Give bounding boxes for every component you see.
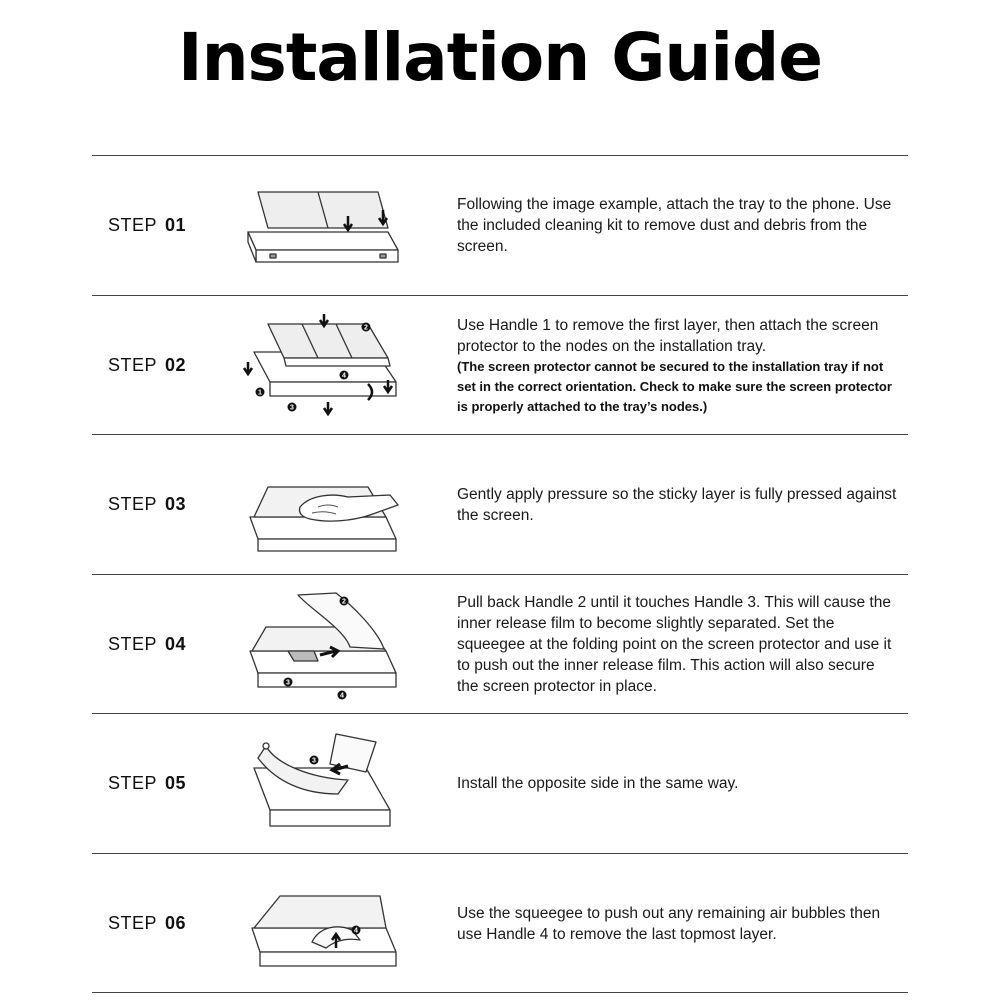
step-word: STEP [108,494,158,514]
step-03-illustration [240,449,410,561]
step-word: STEP [108,215,158,235]
marker-label: 3 [286,679,290,687]
step-text [457,156,897,295]
step-word: STEP [108,355,158,375]
step-04 [92,575,908,714]
step-description: Install the opposite side in the same way. [457,775,739,792]
step-text [457,854,897,993]
step-number: 03 [165,494,187,514]
step-01-illustration [240,170,410,282]
step-word: STEP [108,634,158,654]
step-06 [92,854,908,993]
step-text [457,296,897,435]
step-label [108,854,186,993]
step-03 [92,435,908,574]
step-word: STEP [108,913,158,933]
step-02-illustration [240,310,410,422]
step-label [108,435,186,574]
step-text [457,575,897,714]
step-label [108,296,186,435]
step-05-illustration [240,728,410,840]
step-01 [92,156,908,295]
step-text [457,714,897,853]
step-number: 05 [165,773,187,793]
marker-label: 2 [342,598,346,606]
step-text [457,435,897,574]
step-05 [92,714,908,853]
step-description: Following the image example, attach the tray to the phone. Use the included cleaning kit to remove dust and debris from the screen. [457,196,892,255]
marker-label: 1 [258,389,262,397]
marker-label: 3 [290,404,294,412]
step-label [108,575,186,714]
page-title: Installation Guide [178,19,822,96]
step-04-illustration [240,589,410,701]
step-label [108,714,186,853]
step-description: Pull back Handle 2 until it touches Handle 3. This will cause the inner release film to become slightly separated. Set the squeegee at the folding point on the screen protector and use it to push out the inner release film. This action will also secure the screen protector in place. [457,594,892,695]
step-word: STEP [108,773,158,793]
step-number: 04 [165,634,187,654]
step-description: Gently apply pressure so the sticky layer is fully pressed against the screen. [457,485,897,524]
marker-label: 4 [342,372,346,380]
step-02 [92,296,908,435]
marker-label: 2 [364,324,368,332]
step-description: Use Handle 1 to remove the first layer, then attach the screen protector to the nodes on the installation tray. [457,316,879,355]
marker-label: 4 [340,692,344,700]
step-number: 06 [165,913,187,933]
step-description: Use the squeegee to push out any remaining air bubbles then use Handle 4 to remove the last topmost layer. [457,904,881,943]
step-number: 01 [165,215,187,235]
step-06-illustration [240,868,410,980]
step-note: (The screen protector cannot be secured to the installation tray if not set in the correct orientation. Check to make sure the screen protector is properly attached to the tray’s nodes.) [457,358,892,414]
marker-label: 4 [354,927,358,935]
marker-label: 3 [312,757,316,765]
step-label [108,156,186,295]
step-number: 02 [165,355,187,375]
